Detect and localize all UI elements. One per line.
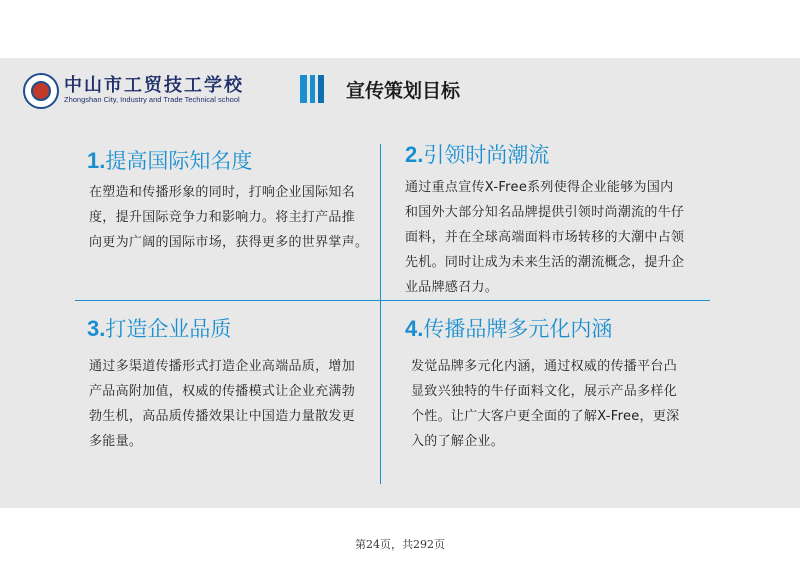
logo-emblem [31,81,51,101]
title-bar [310,75,315,103]
quadrant-3-body [89,354,355,454]
body-line: 和国外大部分知名品牌提供引领时尚潮流的牛仔 [405,205,685,220]
quadrant-number: 2. [405,142,424,167]
body-line: 通过多渠道传播形式打造企业高端品质，增加 [89,359,356,374]
body-line: 向更为广阔的国际市场，获得更多的世界掌声。 [89,235,369,250]
body-line: 个性。让广大客户更全面的了解X-Free，更深 [411,409,680,424]
quadrant-number: 3. [87,316,106,341]
quadrant-title: 引领时尚潮流 [423,143,550,167]
body-line: 面料，并在全球高端面料市场转移的大潮中占领 [405,230,685,245]
quadrant-4-body [411,354,679,454]
quadrant-1-body [89,180,368,255]
quadrant-2-body [405,175,684,300]
quadrant-4-heading [405,316,612,342]
quadrant-title: 提高国际知名度 [105,149,253,173]
body-line: 度，提升国际竞争力和影响力。将主打产品推 [89,210,356,225]
quadrant-1-heading [87,148,252,174]
slide [0,58,800,508]
quadrant-number: 4. [405,316,424,341]
body-line: 显致兴独特的牛仔面料文化，展示产品多样化 [411,384,678,399]
title-bars-icon [300,75,330,103]
body-line: 先机。同时让成为未来生活的潮流概念，提升企 [405,255,685,270]
body-line: 发觉品牌多元化内涵，通过权威的传播平台凸 [411,359,678,374]
slide-title: 宣传策划目标 [346,80,461,102]
body-line: 多能量。 [89,434,143,449]
quadrant-title: 打造企业品质 [105,317,232,341]
school-logo-icon [23,73,59,109]
quadrant-2-heading [405,142,549,168]
title-bar [318,75,324,103]
title-bar [300,75,307,103]
body-line: 勃生机，高品质传播效果让中国造力量散发更 [89,409,356,424]
horizontal-divider [75,300,710,301]
body-line: 产品高附加值，权威的传播模式让企业充满勃 [89,384,356,399]
body-line: 通过重点宣传X-Free系列使得企业能够为国内 [405,180,674,195]
vertical-divider [380,144,381,484]
quadrant-title: 传播品牌多元化内涵 [423,317,613,341]
quadrant-number: 1. [87,148,106,173]
quadrant-3-heading [87,316,231,342]
school-name-en: Zhongshan City, Industry and Trade Technical school [64,95,240,104]
school-name-cn: 中山市工贸技工学校 [64,75,244,96]
body-line: 业品牌感召力。 [405,280,499,295]
body-line: 入的了解企业。 [411,434,505,449]
page-indicator: 第24页，共292页 [355,538,445,551]
body-line: 在塑造和传播形象的同时，打响企业国际知名 [89,185,356,200]
